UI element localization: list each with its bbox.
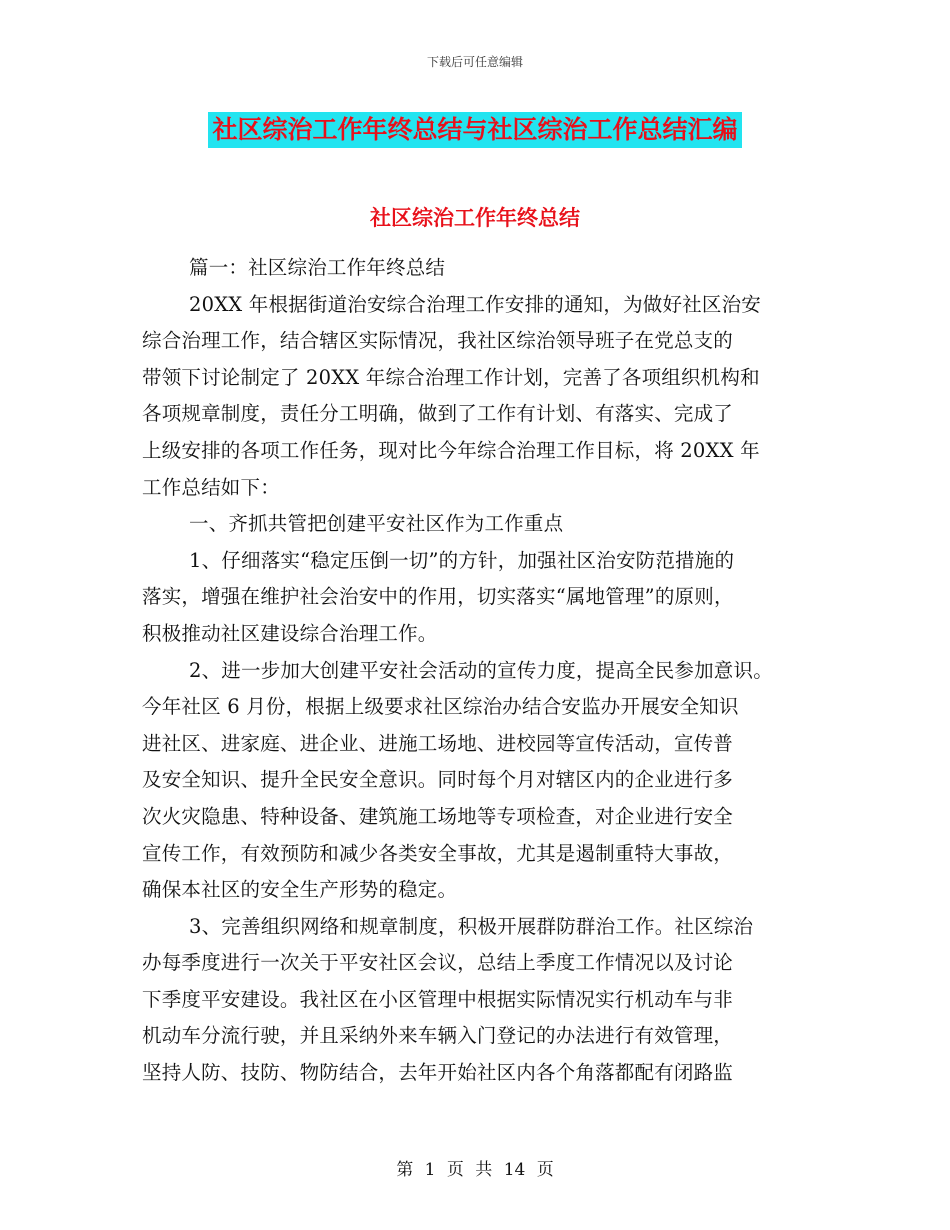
text-line: 各项规章制度，责任分工明确，做到了工作有计划、有落实、完成了	[142, 402, 734, 426]
text-line: 综合治理工作，结合辖区实际情况，我社区综治领导班子在党总支的	[142, 329, 734, 353]
text-line: 1、仔细落实“稳定压倒一切”的方针，加强社区治安防范措施的	[189, 548, 735, 572]
text-line: 今年社区 6 月份，根据上级要求社区综治办结合安监办开展安全知识	[142, 695, 739, 719]
text-line: 上级安排的各项工作任务，现对比今年综合治理工作目标，将 20XX 年	[142, 438, 760, 462]
text-line: 落实，增强在维护社会治安中的作用，切实落实“属地管理”的原则，	[142, 585, 734, 609]
text-line: 次火灾隐患、特种设备、建筑施工场地等专项检查，对企业进行安全	[142, 804, 734, 828]
text-line: 下季度平安建设。我社区在小区管理中根据实际情况实行机动车与非	[142, 987, 734, 1011]
text-line: 带领下讨论制定了 20XX 年综合治理工作计划，完善了各项组织机构和	[142, 365, 760, 389]
text-line: 3、完善组织网络和规章制度，积极开展群防群治工作。社区综治	[189, 914, 754, 938]
text-line: 2、进一步加大创建平安社会活动的宣传力度，提高全民参加意识。	[189, 658, 773, 682]
text-line: 一、齐抓共管把创建平安社区作为工作重点	[189, 512, 564, 536]
text-line: 宣传工作，有效预防和减少各类安全事故，尤其是遏制重特大事故，	[142, 841, 734, 865]
text-line: 办每季度进行一次关于平安社区会议，总结上季度工作情况以及讨论	[142, 951, 734, 975]
text-line: 坚持人防、技防、物防结合，去年开始社区内各个角落都配有闭路监	[142, 1061, 734, 1085]
document-title: 社区综治工作年终总结与社区综治工作总结汇编	[208, 112, 741, 148]
text-line: 确保本社区的安全生产形势的稳定。	[142, 878, 458, 902]
header-note: 下载后可任意编辑	[426, 55, 523, 69]
text-line: 进社区、进家庭、进企业、进施工场地、进校园等宣传活动，宣传普	[142, 731, 734, 755]
section-title: 社区综治工作年终总结	[370, 206, 580, 230]
document-body	[142, 250, 827, 1092]
text-line: 及安全知识、提升全民安全意识。同时每个月对辖区内的企业进行多	[142, 768, 734, 792]
document-title-container	[0, 112, 950, 148]
text-line: 积极推动社区建设综合治理工作。	[142, 621, 438, 645]
text-line: 篇一：社区综治工作年终总结	[189, 256, 446, 279]
text-line: 20XX 年根据街道治安综合治理工作安排的通知，为做好社区治安	[189, 292, 761, 316]
text-line: 机动车分流行驶，并且采纳外来车辆入门登记的办法进行有效管理，	[142, 1024, 734, 1048]
page-footer: 第 1 页 共 14 页	[396, 1160, 554, 1180]
text-line: 工作总结如下：	[142, 475, 280, 499]
